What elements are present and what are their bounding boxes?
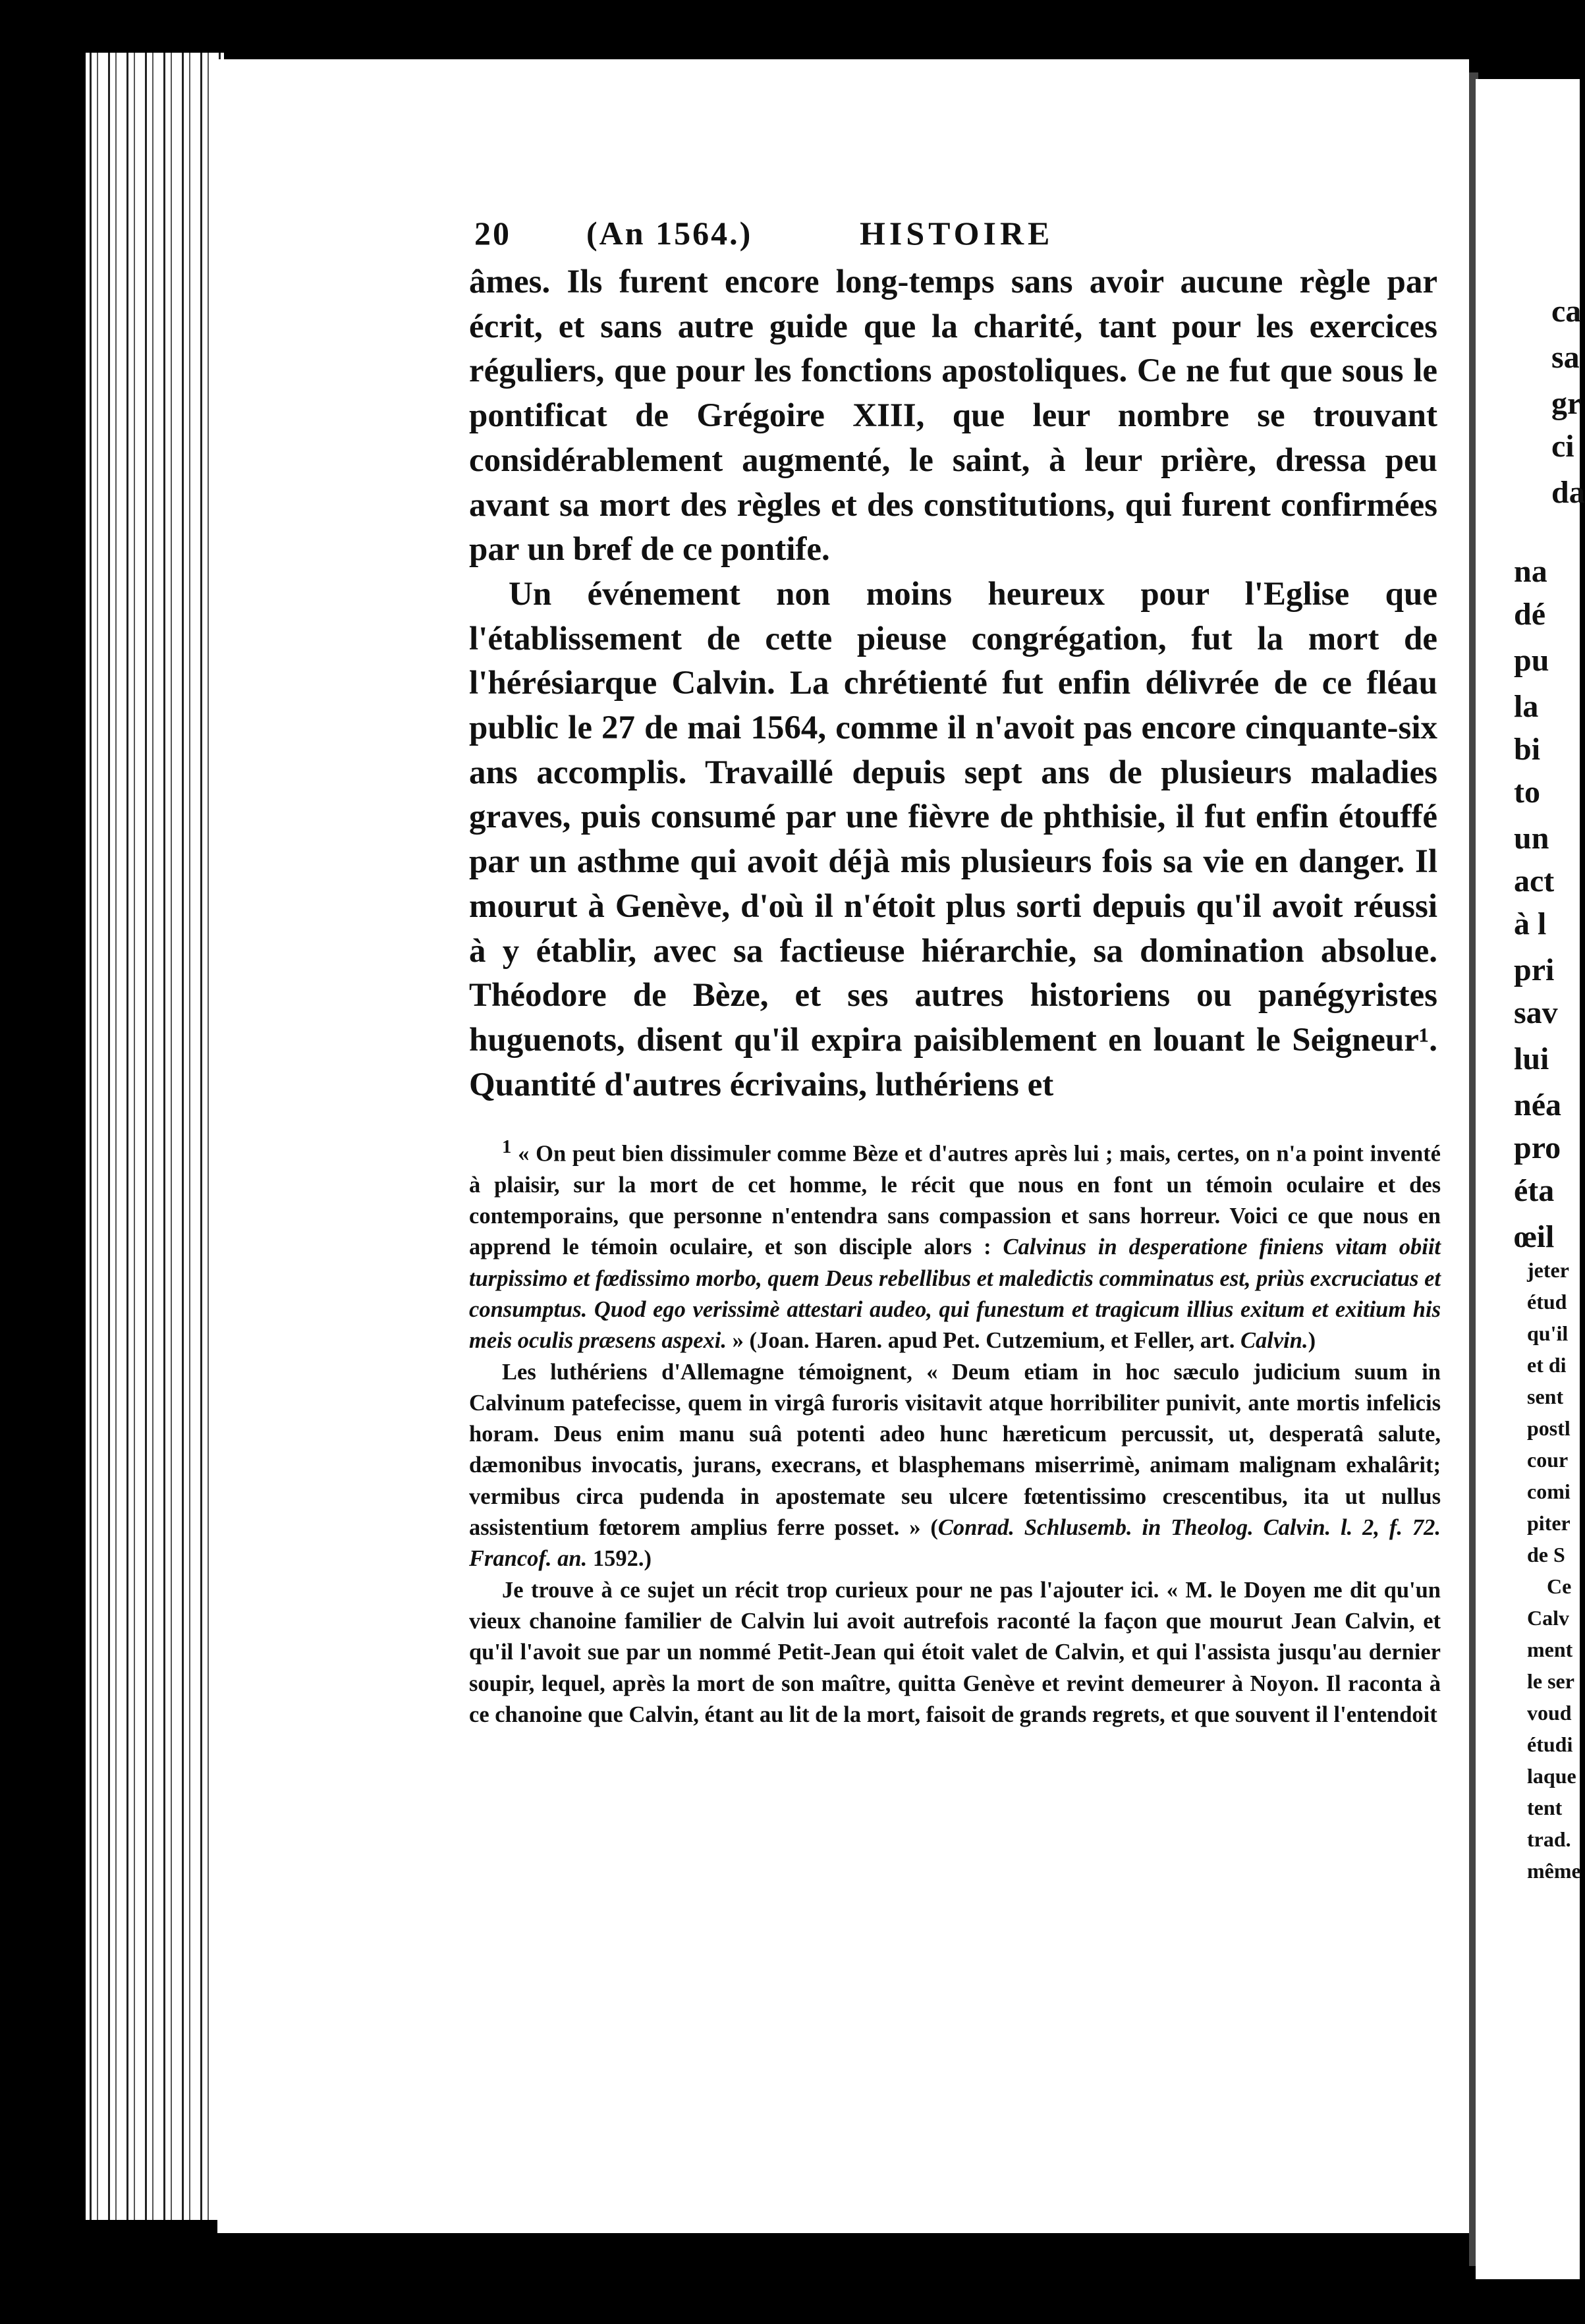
right-page-line: la (1514, 689, 1539, 724)
binding-edge (86, 53, 224, 2220)
right-page-note-line: Ce (1547, 1574, 1572, 1598)
right-page-line: pro (1514, 1130, 1561, 1165)
footnote-text: » (Joan. Haren. apud Pet. Cutzemium, et Feller, art. (727, 1328, 1241, 1354)
paragraph: Un événement non moins heureux pour l'Eglise que l'établissement de cette pieuse congrégation, fut la mort de l'hérésiarque Calvin. La chrétienté fut enfin délivrée de ce fléau public le 27 de mai 1564, comme il n'avoit pas encore cinquante-six ans accomplis. Travaillé depuis sept ans de plusieurs maladies graves, puis consumé par une fièvre de phthisie, il fut enfin étouffé par un asthme qui avoit déjà mis plusieurs fois sa vie en danger. Il mourut à Genève, d'où il n'étoit plus sorti depuis qu'il avoit réussi à y établir, avec sa factieuse hiérarchie, sa domination absolue. Théodore de Bèze, et ses autres historiens ou panégyristes huguenots, disent qu'il expira paisiblement en louant le Seigneur¹. Quantité d'autres écrivains, luthériens et (469, 575, 1437, 1103)
right-page-note-line: Calv (1527, 1606, 1569, 1630)
right-page-line: dé (1514, 597, 1545, 632)
right-page-line: sa (1551, 340, 1580, 375)
right-page-line: un (1514, 821, 1549, 856)
right-page-note-line: postl (1527, 1416, 1571, 1440)
header-year: (An 1564.) (586, 215, 753, 252)
citation: Conrad. Schlusemb. in Theolog. Calvin. l. 2, f. 72. Francof. an. (469, 1515, 1441, 1572)
right-page-line: act (1514, 864, 1555, 899)
right-page-line: na (1514, 554, 1547, 589)
footnotes (469, 1132, 1441, 1730)
right-page-note-line: étudi (1527, 1732, 1573, 1756)
latin-quote: Calvinus in desperatione finiens vitam obiit turpissimo et fœdissimo morbo, quem Deus rebellibus et maledictis comminatus est, priùs excruciatus et consumptus. Quod ego verissimè attestari audeo, qui funestum et tragicum illius exitum et exitium his meis oculis præsens aspexi. (469, 1234, 1441, 1354)
right-page-note-line: trad. (1527, 1827, 1571, 1851)
article-name: Calvin. (1240, 1328, 1308, 1354)
footnote-text: 1592.) (587, 1546, 652, 1572)
right-page-line: ca (1551, 294, 1582, 329)
footnote-text: Je trouve à ce sujet un récit trop curieux pour ne pas l'ajouter ici. « M. le Doyen me dit qu'un vieux chanoine familier de Calvin lui avoit autrefois raconté la façon que mourut Jean Calvin, et qu'il l'avoit sue par un nommé Petit-Jean qui étoit valet de Calvin, et qui l'assista jusqu'au dernier soupir, lequel, après la mort de son maître, quitta Genève et revint demeurer à Noyon. Il raconta à ce chanoine que Calvin, étant au lit de la mort, faisoit de grands regrets, et que souvent il l'entendoit (469, 1577, 1441, 1727)
right-page-line: pri (1514, 953, 1555, 987)
right-page-note-line: étud (1527, 1290, 1567, 1314)
right-page-note-line: voud (1527, 1701, 1572, 1725)
right-page-line: à l (1514, 906, 1547, 941)
right-page-note-line: jeter (1527, 1258, 1569, 1282)
footnote-text: « On peut bien dissimuler comme Bèze et d'autres après lui ; mais, certes, on n'a point inventé à plaisir, sur la mort de cet homme, le récit que nous en font un témoin oculaire et des contemporains, que personne n'entendra sans compassion et sans horreur. Voici ce que nous en apprend le témoin oculaire, et son disciple alors : (469, 1141, 1441, 1260)
right-page-note-line: laque (1527, 1764, 1576, 1788)
right-page-line: bi (1514, 732, 1541, 767)
right-page-line: da (1551, 475, 1585, 510)
footnote-marker: 1 (502, 1136, 512, 1157)
main-text (469, 260, 1437, 1107)
footnote (469, 1132, 1441, 1357)
right-page-line: éta (1514, 1173, 1555, 1208)
right-page-note-line: de S (1527, 1543, 1565, 1566)
right-page-line: lui (1514, 1041, 1549, 1076)
right-page-line: ci (1551, 429, 1574, 464)
right-page-line: gr (1551, 386, 1582, 421)
right-page-line: pu (1514, 643, 1549, 678)
right-page-note-line: tent (1527, 1796, 1563, 1819)
right-page-note-line: cour (1527, 1448, 1569, 1472)
right-page-note-line: piter (1527, 1511, 1571, 1535)
right-page-line: néa (1514, 1088, 1561, 1122)
header-title: HISTOIRE (860, 215, 1054, 252)
right-page-note-line: comi (1527, 1480, 1571, 1503)
right-page-note-line: et di (1527, 1353, 1567, 1377)
right-page-note-line: sent (1527, 1385, 1564, 1408)
right-page-line: to (1514, 775, 1540, 810)
right-page-note-line: le ser (1527, 1669, 1574, 1693)
right-page-note-line: qu'il (1527, 1321, 1569, 1345)
page-number: 20 (474, 215, 511, 252)
right-page-line: œil (1514, 1219, 1555, 1254)
footnote (469, 1357, 1441, 1575)
right-page-note-line: même (1527, 1859, 1581, 1883)
paragraph: âmes. Ils furent encore long-temps sans avoir aucune règle par écrit, et sans autre guide que la charité, tant pour les exercices réguliers, que pour les fonctions apostoliques. Ce ne fut que sous le pontificat de Grégoire XIII, que leur nombre se trouvant considérablement augmenté, le saint, à leur prière, dressa peu avant sa mort des règles et des constitutions, qui furent confirmées par un bref de ce pontife. (469, 263, 1437, 568)
footnote (469, 1575, 1441, 1730)
footnote-text: ) (1308, 1328, 1316, 1354)
right-page-note-line: ment (1527, 1638, 1573, 1661)
right-page-line: sav (1514, 995, 1558, 1030)
footnote-text: Les luthériens d'Allemagne témoignent, « Deum etiam in hoc sæculo judicium suum in Calvinum patefecisse, quem in virgâ furoris visitavit atque horribiliter punivit, ante mortis infelicis horam. Deus enim manu suâ potenti adeo hunc hæreticum percussit, ut, desperatâ salute, dæmonibus invocatis, jurans, execrans, et blasphemans miserrimè, animam malignam exhalârit; vermibus circa pudenda in apostemate seu ulcere fœtentissimo crescentibus, ita ut nullus assistentium fœtorem amplius ferre posset. » ( (469, 1359, 1441, 1541)
